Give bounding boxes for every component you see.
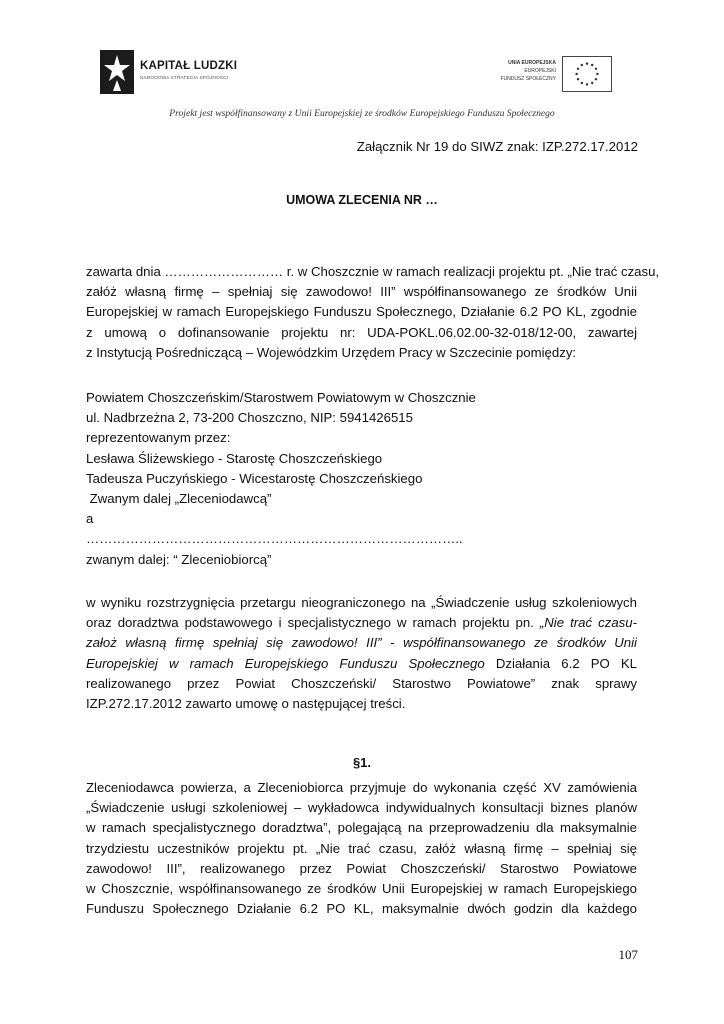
kapital-ludzki-logo [100, 50, 238, 94]
and-connector: a [86, 511, 94, 527]
result-line-text: oraz doradztwa podstawowego i specjalistycznego w ramach projektu pn. [86, 615, 534, 631]
ordering-party-alias: Zwanym dalej „Zleceniodawcą” [86, 491, 272, 507]
section-1-line: „Świadczenie usługi szkoleniowej – wykładowca indywidualnych konsultacji biznes planów [86, 800, 637, 816]
kapital-ludzki-star-icon [100, 50, 134, 94]
result-italic-line: Europejskiej w ramach Europejskiego Funduszu Społecznego [86, 655, 485, 671]
eu-efs-logo [488, 56, 614, 92]
intro-line: z umową o dofinansowanie projektu nr: UDA-POKL.06.02.00-32-018/12-00, zawartej [86, 324, 637, 340]
intro-line: załóż własną firmę – spełniaj się zawodowo! III” współfinansowanego ze środków Unii [86, 284, 637, 300]
section-1-line: Funduszu Społecznego Działanie 6.2 PO KL, maksymalnie dwóch godzin dla każdego [86, 901, 637, 917]
representative-2: Tadeusza Puczyńskiego - Wicestarostę Choszczeńskiego [86, 470, 423, 486]
kapital-ludzki-title: KAPITAŁ LUDZKI [140, 60, 238, 72]
parties-block [86, 388, 637, 570]
tender-result-paragraph [86, 593, 637, 714]
section-1-line: w Choszcznie, współfinansowanego ze środków Unii Europejskiej w ramach Europejskiego [86, 881, 637, 897]
page-number: 107 [618, 947, 638, 962]
eu-logo-text [500, 59, 556, 83]
section-1-line: trzydziestu uczestników projektu pt. „Nie trać czasu, załóż własną firmę – spełniaj się [86, 840, 637, 856]
section-1-line: w ramach specjalistycznego doradztwa”, polegającą na przeprowadzeniu dla maksymalnie [86, 820, 637, 836]
eu-logo-line1: UNIA EUROPEJSKA [508, 60, 556, 66]
result-line: w wyniku rozstrzygnięcia przetargu nieograniczonego na „Świadczenie usług szkoleniowych [86, 595, 637, 610]
contractor-blank-line: ………………………………………………………………………….. [86, 531, 463, 547]
section-1-heading: §1. [352, 755, 372, 770]
result-line [86, 613, 637, 633]
eu-flag-icon [562, 56, 612, 92]
result-line [86, 633, 637, 653]
intro-line: zawarta dnia ……………………… r. w Choszcznie w ramach realizacji projektu pt. „Nie trać czasu, [86, 264, 660, 279]
represented-by-label: reprezentowanym przez: [86, 430, 231, 446]
kapital-ludzki-subtitle: NARODOWA STRATEGIA SPÓJNOŚCI [140, 76, 229, 81]
representative-1: Lesława Śliżewskiego - Starostę Choszczeńskiego [86, 450, 383, 466]
ordering-party-name: Powiatem Choszczeńskim/Starostwem Powiatowym w Choszcznie [86, 390, 476, 405]
section-1-line: zawodowo! III”, realizowanego przez Powiat Choszczeński/ Starostwo Powiatowe [86, 860, 637, 876]
section-1-line: Zleceniodawca powierza, a Zleceniobiorca przyjmuje do wykonania część XV zamówienia [86, 780, 637, 795]
intro-line: Europejskiej w ramach Europejskiego Funduszu Społecznego, Działanie 6.2 PO KL, zgodnie [86, 304, 637, 320]
project-name-italic: „Nie trać czasu- [539, 615, 637, 631]
result-italic-line: założ własną firmę spełniaj się zawodowo! III” - współfinansowanego ze środków Unii [86, 635, 637, 651]
contract-title: UMOWA ZLECENIA NR … [286, 193, 438, 207]
result-line: IZP.272.17.2012 zawarto umowę o następującej treści. [86, 696, 406, 712]
annex-reference: Załącznik Nr 19 do SIWZ znak: IZP.272.17.2012 [356, 139, 638, 154]
section-1-paragraph [86, 778, 637, 919]
ordering-party-address: ul. Nadbrzeżna 2, 73-200 Choszczno, NIP: 5941426515 [86, 410, 413, 426]
eu-logo-line2: EUROPEJSKI [524, 68, 556, 74]
cofinancing-note: Projekt jest współfinansowany z Unii Europejskiej ze środków Europejskiego Funduszu Społecznego [169, 108, 555, 119]
intro-paragraph [86, 262, 660, 363]
result-line [86, 654, 637, 674]
action-suffix: Działania 6.2 PO KL [495, 655, 638, 671]
eu-logo-line3: FUNDUSZ SPOŁECZNY [500, 76, 556, 82]
intro-line: z Instytucją Pośredniczącą – Wojewódzkim Urzędem Pracy w Szczecinie pomiędzy: [86, 344, 577, 360]
result-line: realizowanego przez Powiat Choszczeński/ Starostwo Powiatowe” znak sprawy [86, 675, 637, 691]
contractor-alias: zwanym dalej: “ Zleceniobiorcą” [86, 551, 272, 567]
